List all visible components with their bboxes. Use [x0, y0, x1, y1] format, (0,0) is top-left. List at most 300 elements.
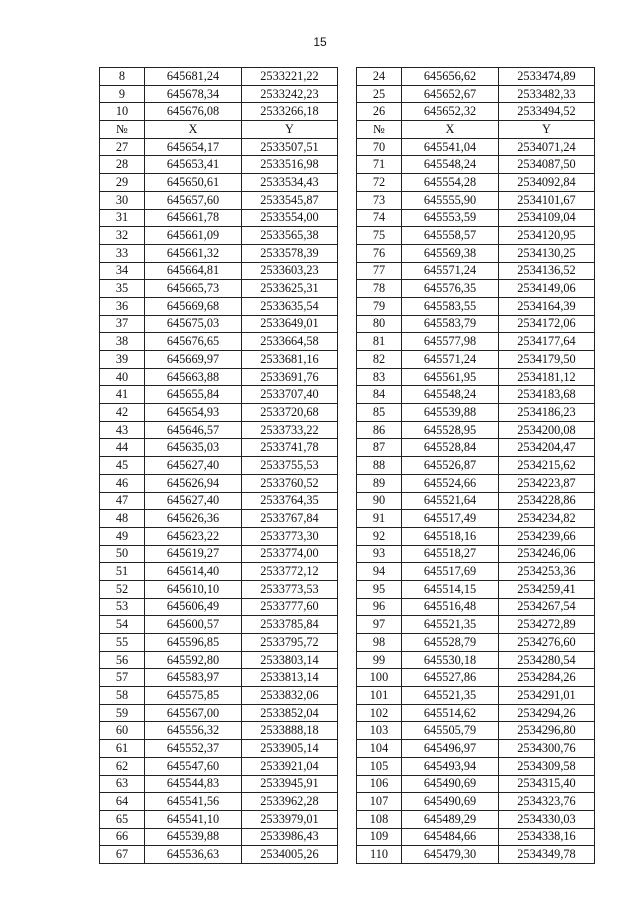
right-number-cell: 102 [357, 704, 402, 722]
right-x-cell: 645524,66 [402, 474, 499, 492]
right-number-cell: 74 [357, 209, 402, 227]
right-x-cell: 645528,79 [402, 634, 499, 652]
right-number-cell: 70 [357, 138, 402, 156]
right-y-cell: 2534120,95 [499, 227, 595, 245]
right-x-cell: 645493,94 [402, 757, 499, 775]
right-number-cell: 95 [357, 580, 402, 598]
left-number-cell: 35 [100, 280, 145, 298]
right-y-cell: 2534291,01 [499, 687, 595, 705]
table-row [100, 563, 595, 581]
right-y-cell: 2534267,54 [499, 598, 595, 616]
column-gap [338, 156, 357, 174]
right-y-cell: 2534338,16 [499, 828, 595, 846]
left-y-cell: 2533888,18 [242, 722, 338, 740]
right-x-cell: 645555,90 [402, 191, 499, 209]
column-gap [338, 138, 357, 156]
column-gap [338, 775, 357, 793]
table-row [100, 85, 595, 103]
left-number-cell: 46 [100, 474, 145, 492]
column-gap [338, 103, 357, 121]
left-y-cell: 2533691,76 [242, 368, 338, 386]
table-row [100, 386, 595, 404]
left-number-cell: 28 [100, 156, 145, 174]
right-number-cell: 25 [357, 85, 402, 103]
right-y-cell: 2534215,62 [499, 457, 595, 475]
left-number-cell: 60 [100, 722, 145, 740]
left-y-cell: 2533507,51 [242, 138, 338, 156]
left-number-cell: 8 [100, 68, 145, 86]
right-y-cell: 2534092,84 [499, 174, 595, 192]
right-y-cell: 2534259,41 [499, 580, 595, 598]
column-gap [338, 174, 357, 192]
right-number-cell: 96 [357, 598, 402, 616]
left-header-x: X [145, 121, 242, 139]
table-row [100, 775, 595, 793]
right-x-cell: 645521,35 [402, 687, 499, 705]
right-y-cell: 2534179,50 [499, 351, 595, 369]
column-gap [338, 209, 357, 227]
left-number-cell: 59 [100, 704, 145, 722]
column-gap [338, 580, 357, 598]
right-number-cell: 80 [357, 315, 402, 333]
left-x-cell: 645657,60 [145, 191, 242, 209]
left-number-cell: 45 [100, 457, 145, 475]
table-row [100, 616, 595, 634]
right-number-cell: 86 [357, 421, 402, 439]
left-x-cell: 645596,85 [145, 634, 242, 652]
right-y-cell: 2534101,67 [499, 191, 595, 209]
right-number-cell: 77 [357, 262, 402, 280]
left-number-cell: 55 [100, 634, 145, 652]
left-x-cell: 645552,37 [145, 740, 242, 758]
left-x-cell: 645678,34 [145, 85, 242, 103]
right-x-cell: 645518,27 [402, 545, 499, 563]
left-x-cell: 645676,08 [145, 103, 242, 121]
left-x-cell: 645661,78 [145, 209, 242, 227]
left-x-cell: 645623,22 [145, 527, 242, 545]
left-x-cell: 645626,94 [145, 474, 242, 492]
left-y-cell: 2533266,18 [242, 103, 338, 121]
column-gap [338, 810, 357, 828]
column-gap [338, 351, 357, 369]
right-y-cell: 2534186,23 [499, 404, 595, 422]
column-gap [338, 368, 357, 386]
right-y-cell: 2534300,76 [499, 740, 595, 758]
right-x-cell: 645541,04 [402, 138, 499, 156]
right-y-cell: 2534309,58 [499, 757, 595, 775]
column-gap [338, 828, 357, 846]
table-row [100, 191, 595, 209]
left-y-cell: 2533578,39 [242, 244, 338, 262]
right-number-cell: 73 [357, 191, 402, 209]
right-number-cell: 107 [357, 793, 402, 811]
right-number-cell: 106 [357, 775, 402, 793]
table-row [100, 634, 595, 652]
right-y-cell: 2534087,50 [499, 156, 595, 174]
right-x-cell: 645518,16 [402, 527, 499, 545]
left-number-cell: 37 [100, 315, 145, 333]
left-y-cell: 2533603,23 [242, 262, 338, 280]
right-y-cell: 2534349,78 [499, 846, 595, 864]
left-number-cell: 43 [100, 421, 145, 439]
table-row [100, 527, 595, 545]
right-x-cell: 645554,28 [402, 174, 499, 192]
right-x-cell: 645496,97 [402, 740, 499, 758]
right-y-cell: 2534200,08 [499, 421, 595, 439]
left-x-cell: 645583,97 [145, 669, 242, 687]
table-row [100, 439, 595, 457]
left-y-cell: 2533625,31 [242, 280, 338, 298]
left-y-cell: 2533767,84 [242, 510, 338, 528]
column-gap [338, 262, 357, 280]
left-y-cell: 2533795,72 [242, 634, 338, 652]
left-x-cell: 645654,17 [145, 138, 242, 156]
left-y-cell: 2533554,00 [242, 209, 338, 227]
left-y-cell: 2533545,87 [242, 191, 338, 209]
left-y-cell: 2533852,04 [242, 704, 338, 722]
table-row [100, 545, 595, 563]
right-y-cell: 2534315,40 [499, 775, 595, 793]
left-header-y: Y [242, 121, 338, 139]
right-number-cell: 98 [357, 634, 402, 652]
table-row [100, 404, 595, 422]
page-number: 15 [313, 35, 327, 49]
right-y-cell: 2534239,66 [499, 527, 595, 545]
right-number-cell: 99 [357, 651, 402, 669]
column-gap [338, 280, 357, 298]
left-y-cell: 2533921,04 [242, 757, 338, 775]
left-number-cell: 66 [100, 828, 145, 846]
right-x-cell: 645528,84 [402, 439, 499, 457]
left-x-cell: 645675,03 [145, 315, 242, 333]
right-x-cell: 645539,88 [402, 404, 499, 422]
left-number-cell: 57 [100, 669, 145, 687]
left-x-cell: 645626,36 [145, 510, 242, 528]
right-x-cell: 645514,62 [402, 704, 499, 722]
left-y-cell: 2533772,12 [242, 563, 338, 581]
right-header-number: № [357, 121, 402, 139]
left-number-cell: 31 [100, 209, 145, 227]
left-x-cell: 645541,56 [145, 793, 242, 811]
right-number-cell: 90 [357, 492, 402, 510]
left-number-cell: 39 [100, 351, 145, 369]
table-row [100, 244, 595, 262]
left-y-cell: 2533803,14 [242, 651, 338, 669]
right-number-cell: 78 [357, 280, 402, 298]
left-y-cell: 2533755,53 [242, 457, 338, 475]
table-row [100, 227, 595, 245]
table-row [100, 457, 595, 475]
left-x-cell: 645653,41 [145, 156, 242, 174]
left-number-cell: 67 [100, 846, 145, 864]
column-gap [338, 386, 357, 404]
table-row [100, 138, 595, 156]
left-number-cell: 10 [100, 103, 145, 121]
coordinates-table [99, 67, 595, 864]
column-gap [338, 191, 357, 209]
left-x-cell: 645655,84 [145, 386, 242, 404]
coordinates-table-body [100, 68, 595, 864]
column-gap [338, 297, 357, 315]
left-x-cell: 645646,57 [145, 421, 242, 439]
left-y-cell: 2533905,14 [242, 740, 338, 758]
table-row [100, 740, 595, 758]
right-x-cell: 645489,29 [402, 810, 499, 828]
right-y-cell: 2534296,80 [499, 722, 595, 740]
column-gap [338, 545, 357, 563]
table-row [100, 68, 595, 86]
right-x-cell: 645517,49 [402, 510, 499, 528]
right-y-cell: 2534136,52 [499, 262, 595, 280]
column-gap [338, 439, 357, 457]
left-number-cell: 52 [100, 580, 145, 598]
right-y-cell: 2534172,06 [499, 315, 595, 333]
table-row [100, 722, 595, 740]
column-gap [338, 527, 357, 545]
right-y-cell: 2534183,68 [499, 386, 595, 404]
table-row [100, 174, 595, 192]
left-number-cell: 41 [100, 386, 145, 404]
right-y-cell: 2534204,47 [499, 439, 595, 457]
right-y-cell: 2534181,12 [499, 368, 595, 386]
right-number-cell: 26 [357, 103, 402, 121]
right-number-cell: 71 [357, 156, 402, 174]
left-x-cell: 645544,83 [145, 775, 242, 793]
left-y-cell: 2533962,28 [242, 793, 338, 811]
table-row [100, 351, 595, 369]
right-x-cell: 645548,24 [402, 156, 499, 174]
left-y-cell: 2533720,68 [242, 404, 338, 422]
right-y-cell: 2534234,82 [499, 510, 595, 528]
right-x-cell: 645576,35 [402, 280, 499, 298]
left-y-cell: 2533777,60 [242, 598, 338, 616]
right-number-cell: 82 [357, 351, 402, 369]
table-row [100, 704, 595, 722]
right-y-cell: 2534253,36 [499, 563, 595, 581]
column-gap [338, 793, 357, 811]
left-y-cell: 2533534,43 [242, 174, 338, 192]
left-y-cell: 2533785,84 [242, 616, 338, 634]
column-gap [338, 722, 357, 740]
right-x-cell: 645514,15 [402, 580, 499, 598]
right-number-cell: 97 [357, 616, 402, 634]
left-x-cell: 645539,88 [145, 828, 242, 846]
left-number-cell: 38 [100, 333, 145, 351]
left-x-cell: 645536,63 [145, 846, 242, 864]
left-number-cell: 63 [100, 775, 145, 793]
column-gap [338, 651, 357, 669]
left-y-cell: 2533516,98 [242, 156, 338, 174]
left-number-cell: 47 [100, 492, 145, 510]
right-number-cell: 72 [357, 174, 402, 192]
table-row [100, 580, 595, 598]
table-row [100, 333, 595, 351]
table-row [100, 315, 595, 333]
right-x-cell: 645656,62 [402, 68, 499, 86]
right-x-cell: 645553,59 [402, 209, 499, 227]
right-number-cell: 100 [357, 669, 402, 687]
right-x-cell: 645516,48 [402, 598, 499, 616]
table-row [100, 280, 595, 298]
left-y-cell: 2533945,91 [242, 775, 338, 793]
left-x-cell: 645610,10 [145, 580, 242, 598]
table-row [100, 510, 595, 528]
left-number-cell: 62 [100, 757, 145, 775]
right-number-cell: 24 [357, 68, 402, 86]
right-x-cell: 645569,38 [402, 244, 499, 262]
column-gap [338, 315, 357, 333]
right-x-cell: 645583,55 [402, 297, 499, 315]
right-number-cell: 101 [357, 687, 402, 705]
table-row [100, 421, 595, 439]
right-number-cell: 104 [357, 740, 402, 758]
left-y-cell: 2533741,78 [242, 439, 338, 457]
left-x-cell: 645567,00 [145, 704, 242, 722]
left-y-cell: 2533764,35 [242, 492, 338, 510]
table-row [100, 474, 595, 492]
left-x-cell: 645676,65 [145, 333, 242, 351]
left-number-cell: 40 [100, 368, 145, 386]
right-y-cell: 2534223,87 [499, 474, 595, 492]
left-x-cell: 645600,57 [145, 616, 242, 634]
left-x-cell: 645661,09 [145, 227, 242, 245]
column-gap [338, 492, 357, 510]
column-gap [338, 687, 357, 705]
right-y-cell: 2534228,86 [499, 492, 595, 510]
left-x-cell: 645619,27 [145, 545, 242, 563]
right-y-cell: 2534272,89 [499, 616, 595, 634]
column-gap [338, 421, 357, 439]
left-y-cell: 2533986,43 [242, 828, 338, 846]
left-number-cell: 34 [100, 262, 145, 280]
right-number-cell: 109 [357, 828, 402, 846]
left-x-cell: 645606,49 [145, 598, 242, 616]
left-number-cell: 30 [100, 191, 145, 209]
column-gap [338, 244, 357, 262]
table-row [100, 810, 595, 828]
right-y-cell: 2534109,04 [499, 209, 595, 227]
left-number-cell: 29 [100, 174, 145, 192]
column-gap [338, 68, 357, 86]
table-row [100, 262, 595, 280]
column-gap [338, 704, 357, 722]
table-row [100, 297, 595, 315]
column-gap [338, 616, 357, 634]
right-x-cell: 645577,98 [402, 333, 499, 351]
left-x-cell: 645663,88 [145, 368, 242, 386]
right-number-cell: 84 [357, 386, 402, 404]
left-y-cell: 2533773,53 [242, 580, 338, 598]
right-y-cell: 2534177,64 [499, 333, 595, 351]
table-row [100, 209, 595, 227]
left-header-number: № [100, 121, 145, 139]
left-y-cell: 2533649,01 [242, 315, 338, 333]
left-y-cell: 2533707,40 [242, 386, 338, 404]
left-number-cell: 64 [100, 793, 145, 811]
left-number-cell: 44 [100, 439, 145, 457]
left-y-cell: 2533635,54 [242, 297, 338, 315]
right-x-cell: 645558,57 [402, 227, 499, 245]
left-y-cell: 2533242,23 [242, 85, 338, 103]
left-x-cell: 645650,61 [145, 174, 242, 192]
right-number-cell: 110 [357, 846, 402, 864]
left-y-cell: 2533221,22 [242, 68, 338, 86]
column-gap [338, 598, 357, 616]
column-gap [338, 333, 357, 351]
left-number-cell: 48 [100, 510, 145, 528]
left-x-cell: 645681,24 [145, 68, 242, 86]
column-gap [338, 227, 357, 245]
table-row [100, 651, 595, 669]
left-number-cell: 49 [100, 527, 145, 545]
left-x-cell: 645635,03 [145, 439, 242, 457]
right-x-cell: 645561,95 [402, 368, 499, 386]
table-row [100, 828, 595, 846]
table-row [100, 368, 595, 386]
left-x-cell: 645669,97 [145, 351, 242, 369]
left-y-cell: 2533760,52 [242, 474, 338, 492]
table-header-row [100, 121, 595, 139]
right-x-cell: 645526,87 [402, 457, 499, 475]
column-gap [338, 634, 357, 652]
right-y-cell: 2534330,03 [499, 810, 595, 828]
column-gap [338, 404, 357, 422]
right-x-cell: 645548,24 [402, 386, 499, 404]
left-x-cell: 645547,60 [145, 757, 242, 775]
right-y-cell: 2534071,24 [499, 138, 595, 156]
left-number-cell: 42 [100, 404, 145, 422]
left-number-cell: 50 [100, 545, 145, 563]
right-y-cell: 2534280,54 [499, 651, 595, 669]
right-number-cell: 91 [357, 510, 402, 528]
right-y-cell: 2534246,06 [499, 545, 595, 563]
left-number-cell: 58 [100, 687, 145, 705]
column-gap [338, 740, 357, 758]
left-number-cell: 27 [100, 138, 145, 156]
left-number-cell: 56 [100, 651, 145, 669]
right-number-cell: 93 [357, 545, 402, 563]
right-x-cell: 645505,79 [402, 722, 499, 740]
right-number-cell: 88 [357, 457, 402, 475]
right-y-cell: 2533482,33 [499, 85, 595, 103]
left-number-cell: 53 [100, 598, 145, 616]
left-x-cell: 645556,32 [145, 722, 242, 740]
right-number-cell: 108 [357, 810, 402, 828]
right-x-cell: 645484,66 [402, 828, 499, 846]
right-x-cell: 645528,95 [402, 421, 499, 439]
right-y-cell: 2534323,76 [499, 793, 595, 811]
right-y-cell: 2534276,60 [499, 634, 595, 652]
left-x-cell: 645614,40 [145, 563, 242, 581]
right-number-cell: 76 [357, 244, 402, 262]
table-row [100, 846, 595, 864]
right-header-y: Y [499, 121, 595, 139]
left-y-cell: 2533664,58 [242, 333, 338, 351]
right-number-cell: 75 [357, 227, 402, 245]
left-y-cell: 2533832,06 [242, 687, 338, 705]
left-x-cell: 645661,32 [145, 244, 242, 262]
left-y-cell: 2533565,38 [242, 227, 338, 245]
right-number-cell: 89 [357, 474, 402, 492]
left-x-cell: 645654,93 [145, 404, 242, 422]
table-row [100, 687, 595, 705]
left-number-cell: 36 [100, 297, 145, 315]
right-y-cell: 2534294,26 [499, 704, 595, 722]
left-number-cell: 65 [100, 810, 145, 828]
right-x-cell: 645521,35 [402, 616, 499, 634]
right-x-cell: 645490,69 [402, 775, 499, 793]
left-number-cell: 54 [100, 616, 145, 634]
